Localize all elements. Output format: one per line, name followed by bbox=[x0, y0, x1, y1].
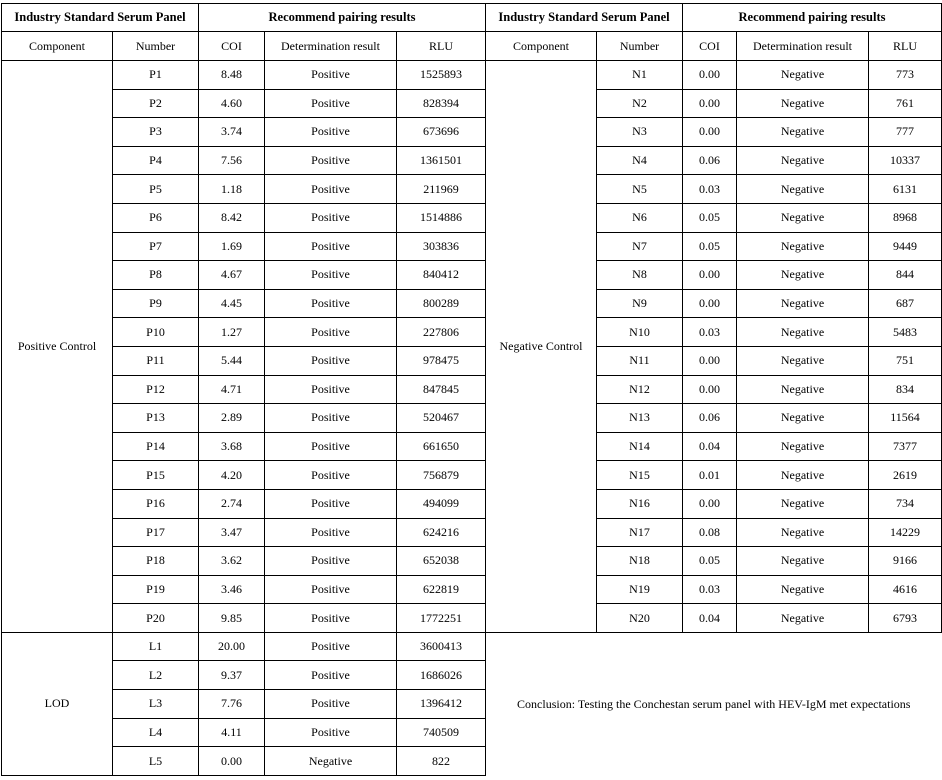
cell-number: P14 bbox=[113, 432, 199, 461]
cell-coi: 4.71 bbox=[199, 375, 265, 404]
cell-number: L1 bbox=[113, 632, 199, 661]
cell-number: N9 bbox=[597, 289, 683, 318]
table-row bbox=[2, 289, 942, 318]
cell-rlu: 773 bbox=[869, 61, 942, 90]
cell-result: Negative bbox=[737, 518, 869, 547]
cell-result: Positive bbox=[265, 261, 397, 290]
cell-number: P19 bbox=[113, 575, 199, 604]
cell-rlu: 652038 bbox=[397, 547, 486, 576]
cell-result: Negative bbox=[737, 432, 869, 461]
cell-result: Positive bbox=[265, 146, 397, 175]
cell-number: P6 bbox=[113, 203, 199, 232]
cell-result: Negative bbox=[737, 261, 869, 290]
cell-result: Negative bbox=[737, 89, 869, 118]
rlu-header: RLU bbox=[397, 32, 486, 61]
cell-coi: 0.00 bbox=[683, 289, 737, 318]
cell-number: P4 bbox=[113, 146, 199, 175]
cell-rlu: 840412 bbox=[397, 261, 486, 290]
table-row bbox=[2, 146, 942, 175]
cell-coi: 0.00 bbox=[199, 747, 265, 776]
cell-result: Negative bbox=[737, 547, 869, 576]
cell-rlu: 227806 bbox=[397, 318, 486, 347]
cell-rlu: 777 bbox=[869, 118, 942, 147]
cell-rlu: 2619 bbox=[869, 461, 942, 490]
cell-rlu: 756879 bbox=[397, 461, 486, 490]
cell-coi: 8.48 bbox=[199, 61, 265, 90]
cell-coi: 0.00 bbox=[683, 261, 737, 290]
table-row bbox=[2, 375, 942, 404]
table-row bbox=[2, 318, 942, 347]
cell-rlu: 4616 bbox=[869, 575, 942, 604]
cell-coi: 0.05 bbox=[683, 203, 737, 232]
cell-coi: 0.00 bbox=[683, 489, 737, 518]
cell-number: N14 bbox=[597, 432, 683, 461]
table-row bbox=[2, 518, 942, 547]
cell-number: N16 bbox=[597, 489, 683, 518]
table-row bbox=[2, 232, 942, 261]
cell-result: Positive bbox=[265, 461, 397, 490]
table-row bbox=[2, 61, 942, 90]
cell-rlu: 10337 bbox=[869, 146, 942, 175]
cell-result: Positive bbox=[265, 718, 397, 747]
cell-coi: 4.67 bbox=[199, 261, 265, 290]
cell-number: P18 bbox=[113, 547, 199, 576]
cell-rlu: 847845 bbox=[397, 375, 486, 404]
cell-number: P1 bbox=[113, 61, 199, 90]
table-row bbox=[2, 575, 942, 604]
cell-rlu: 14229 bbox=[869, 518, 942, 547]
panel-header-left: Industry Standard Serum Panel bbox=[2, 4, 199, 32]
cell-result: Positive bbox=[265, 661, 397, 690]
cell-result: Negative bbox=[737, 232, 869, 261]
serum-panel-table bbox=[1, 3, 942, 776]
cell-number: N13 bbox=[597, 404, 683, 433]
cell-coi: 0.00 bbox=[683, 118, 737, 147]
cell-rlu: 7377 bbox=[869, 432, 942, 461]
cell-coi: 2.74 bbox=[199, 489, 265, 518]
cell-coi: 3.68 bbox=[199, 432, 265, 461]
cell-number: L4 bbox=[113, 718, 199, 747]
cell-rlu: 734 bbox=[869, 489, 942, 518]
cell-coi: 4.45 bbox=[199, 289, 265, 318]
determination-header: Determination result bbox=[737, 32, 869, 61]
cell-number: N2 bbox=[597, 89, 683, 118]
header-row-2 bbox=[2, 32, 942, 61]
component-header: Component bbox=[2, 32, 113, 61]
cell-coi: 5.44 bbox=[199, 346, 265, 375]
cell-coi: 9.37 bbox=[199, 661, 265, 690]
cell-rlu: 978475 bbox=[397, 346, 486, 375]
cell-coi: 3.46 bbox=[199, 575, 265, 604]
cell-number: N15 bbox=[597, 461, 683, 490]
cell-rlu: 822 bbox=[397, 747, 486, 776]
cell-number: P3 bbox=[113, 118, 199, 147]
table-row bbox=[2, 547, 942, 576]
cell-number: N1 bbox=[597, 61, 683, 90]
cell-rlu: 1686026 bbox=[397, 661, 486, 690]
cell-rlu: 6131 bbox=[869, 175, 942, 204]
cell-rlu: 624216 bbox=[397, 518, 486, 547]
cell-rlu: 1525893 bbox=[397, 61, 486, 90]
cell-result: Positive bbox=[265, 690, 397, 719]
table-row bbox=[2, 432, 942, 461]
cell-result: Positive bbox=[265, 518, 397, 547]
table-row bbox=[2, 604, 942, 633]
cell-number: N12 bbox=[597, 375, 683, 404]
cell-result: Positive bbox=[265, 318, 397, 347]
cell-rlu: 9449 bbox=[869, 232, 942, 261]
cell-number: N10 bbox=[597, 318, 683, 347]
cell-number: P12 bbox=[113, 375, 199, 404]
cell-result: Positive bbox=[265, 289, 397, 318]
table-row bbox=[2, 346, 942, 375]
cell-number: N17 bbox=[597, 518, 683, 547]
cell-number: N6 bbox=[597, 203, 683, 232]
cell-result: Negative bbox=[737, 289, 869, 318]
cell-coi: 0.05 bbox=[683, 232, 737, 261]
cell-result: Positive bbox=[265, 118, 397, 147]
cell-coi: 1.18 bbox=[199, 175, 265, 204]
table-row bbox=[2, 118, 942, 147]
cell-result: Negative bbox=[737, 489, 869, 518]
cell-number: P20 bbox=[113, 604, 199, 633]
cell-coi: 3.47 bbox=[199, 518, 265, 547]
cell-rlu: 303836 bbox=[397, 232, 486, 261]
cell-coi: 8.42 bbox=[199, 203, 265, 232]
cell-coi: 9.85 bbox=[199, 604, 265, 633]
cell-coi: 0.06 bbox=[683, 404, 737, 433]
cell-rlu: 687 bbox=[869, 289, 942, 318]
cell-rlu: 673696 bbox=[397, 118, 486, 147]
cell-rlu: 6793 bbox=[869, 604, 942, 633]
cell-number: N5 bbox=[597, 175, 683, 204]
cell-number: P8 bbox=[113, 261, 199, 290]
cell-number: N3 bbox=[597, 118, 683, 147]
cell-result: Negative bbox=[737, 61, 869, 90]
cell-result: Positive bbox=[265, 375, 397, 404]
cell-number: N11 bbox=[597, 346, 683, 375]
cell-coi: 0.05 bbox=[683, 547, 737, 576]
cell-result: Positive bbox=[265, 346, 397, 375]
cell-result: Negative bbox=[737, 146, 869, 175]
cell-result: Positive bbox=[265, 404, 397, 433]
cell-result: Negative bbox=[737, 404, 869, 433]
cell-rlu: 8968 bbox=[869, 203, 942, 232]
cell-coi: 0.00 bbox=[683, 375, 737, 404]
table-row bbox=[2, 632, 942, 661]
cell-rlu: 828394 bbox=[397, 89, 486, 118]
cell-result: Positive bbox=[265, 203, 397, 232]
cell-coi: 0.04 bbox=[683, 604, 737, 633]
cell-rlu: 9166 bbox=[869, 547, 942, 576]
cell-result: Negative bbox=[737, 375, 869, 404]
positive-component: Positive Control bbox=[2, 61, 113, 633]
cell-coi: 0.01 bbox=[683, 461, 737, 490]
cell-result: Negative bbox=[737, 175, 869, 204]
cell-coi: 1.69 bbox=[199, 232, 265, 261]
cell-rlu: 3600413 bbox=[397, 632, 486, 661]
header-row-1 bbox=[2, 4, 942, 32]
cell-coi: 0.00 bbox=[683, 61, 737, 90]
cell-result: Positive bbox=[265, 432, 397, 461]
component-header: Component bbox=[486, 32, 597, 61]
table-row bbox=[2, 175, 942, 204]
number-header: Number bbox=[113, 32, 199, 61]
table-row bbox=[2, 489, 942, 518]
cell-rlu: 494099 bbox=[397, 489, 486, 518]
cell-rlu: 1772251 bbox=[397, 604, 486, 633]
cell-coi: 0.00 bbox=[683, 89, 737, 118]
cell-result: Negative bbox=[737, 203, 869, 232]
table-row bbox=[2, 461, 942, 490]
cell-coi: 4.60 bbox=[199, 89, 265, 118]
cell-result: Positive bbox=[265, 61, 397, 90]
cell-result: Negative bbox=[737, 318, 869, 347]
cell-rlu: 740509 bbox=[397, 718, 486, 747]
cell-number: P13 bbox=[113, 404, 199, 433]
table-row bbox=[2, 89, 942, 118]
table-row bbox=[2, 404, 942, 433]
cell-rlu: 622819 bbox=[397, 575, 486, 604]
lod-component: LOD bbox=[2, 632, 113, 775]
cell-number: P15 bbox=[113, 461, 199, 490]
coi-header: COI bbox=[199, 32, 265, 61]
cell-rlu: 520467 bbox=[397, 404, 486, 433]
cell-coi: 4.11 bbox=[199, 718, 265, 747]
cell-rlu: 1361501 bbox=[397, 146, 486, 175]
cell-result: Positive bbox=[265, 232, 397, 261]
cell-number: P11 bbox=[113, 346, 199, 375]
cell-rlu: 1396412 bbox=[397, 690, 486, 719]
cell-number: P17 bbox=[113, 518, 199, 547]
cell-number: L5 bbox=[113, 747, 199, 776]
cell-number: P9 bbox=[113, 289, 199, 318]
cell-rlu: 834 bbox=[869, 375, 942, 404]
cell-rlu: 5483 bbox=[869, 318, 942, 347]
cell-rlu: 751 bbox=[869, 346, 942, 375]
cell-result: Positive bbox=[265, 575, 397, 604]
cell-number: P7 bbox=[113, 232, 199, 261]
cell-number: P16 bbox=[113, 489, 199, 518]
cell-number: N4 bbox=[597, 146, 683, 175]
rlu-header: RLU bbox=[869, 32, 942, 61]
cell-number: P10 bbox=[113, 318, 199, 347]
cell-result: Negative bbox=[737, 575, 869, 604]
number-header: Number bbox=[597, 32, 683, 61]
table-row bbox=[2, 261, 942, 290]
cell-coi: 4.20 bbox=[199, 461, 265, 490]
cell-number: N18 bbox=[597, 547, 683, 576]
cell-coi: 3.74 bbox=[199, 118, 265, 147]
cell-rlu: 800289 bbox=[397, 289, 486, 318]
cell-coi: 7.56 bbox=[199, 146, 265, 175]
cell-coi: 0.03 bbox=[683, 575, 737, 604]
cell-rlu: 211969 bbox=[397, 175, 486, 204]
cell-result: Positive bbox=[265, 89, 397, 118]
cell-coi: 0.08 bbox=[683, 518, 737, 547]
panel-header-right: Industry Standard Serum Panel bbox=[486, 4, 683, 32]
results-header-right: Recommend pairing results bbox=[683, 4, 942, 32]
cell-number: N8 bbox=[597, 261, 683, 290]
cell-coi: 0.03 bbox=[683, 318, 737, 347]
cell-number: P5 bbox=[113, 175, 199, 204]
cell-coi: 20.00 bbox=[199, 632, 265, 661]
cell-rlu: 11564 bbox=[869, 404, 942, 433]
determination-header: Determination result bbox=[265, 32, 397, 61]
cell-coi: 1.27 bbox=[199, 318, 265, 347]
cell-rlu: 844 bbox=[869, 261, 942, 290]
cell-result: Positive bbox=[265, 632, 397, 661]
cell-number: N7 bbox=[597, 232, 683, 261]
cell-number: P2 bbox=[113, 89, 199, 118]
cell-result: Negative bbox=[737, 346, 869, 375]
cell-rlu: 1514886 bbox=[397, 203, 486, 232]
cell-coi: 3.62 bbox=[199, 547, 265, 576]
cell-coi: 7.76 bbox=[199, 690, 265, 719]
negative-component: Negative Control bbox=[486, 61, 597, 633]
cell-result: Positive bbox=[265, 604, 397, 633]
coi-header: COI bbox=[683, 32, 737, 61]
cell-result: Negative bbox=[737, 118, 869, 147]
table-row bbox=[2, 203, 942, 232]
cell-coi: 0.06 bbox=[683, 146, 737, 175]
cell-result: Negative bbox=[737, 604, 869, 633]
conclusion-text: Conclusion: Testing the Conchestan serum panel with HEV-IgM met expectations bbox=[517, 696, 911, 711]
cell-rlu: 761 bbox=[869, 89, 942, 118]
cell-coi: 0.03 bbox=[683, 175, 737, 204]
cell-result: Positive bbox=[265, 489, 397, 518]
cell-coi: 0.04 bbox=[683, 432, 737, 461]
cell-result: Positive bbox=[265, 547, 397, 576]
cell-number: L3 bbox=[113, 690, 199, 719]
cell-number: N19 bbox=[597, 575, 683, 604]
cell-result: Negative bbox=[737, 461, 869, 490]
cell-number: N20 bbox=[597, 604, 683, 633]
cell-result: Positive bbox=[265, 175, 397, 204]
results-header-left: Recommend pairing results bbox=[199, 4, 486, 32]
cell-coi: 2.89 bbox=[199, 404, 265, 433]
cell-rlu: 661650 bbox=[397, 432, 486, 461]
cell-result: Negative bbox=[265, 747, 397, 776]
cell-number: L2 bbox=[113, 661, 199, 690]
cell-coi: 0.00 bbox=[683, 346, 737, 375]
